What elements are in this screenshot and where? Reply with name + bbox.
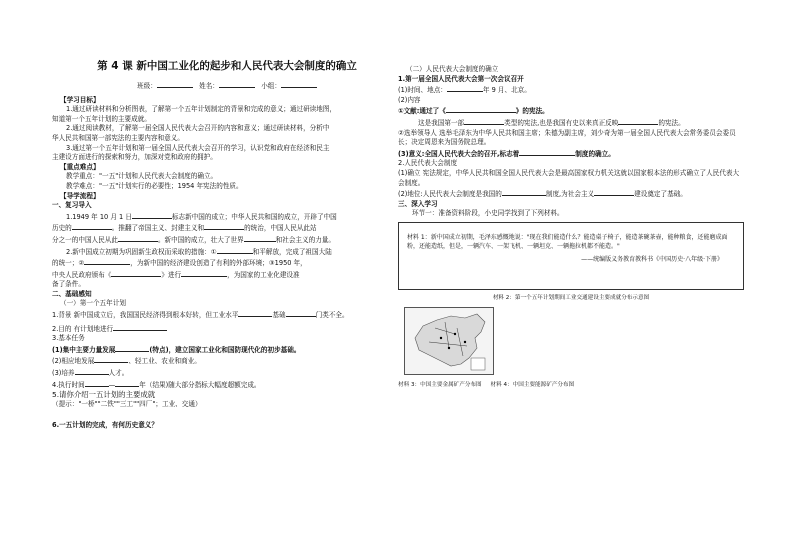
- blank[interactable]: [519, 148, 575, 156]
- basic-1: 1.背景 新中国成立后，我国国民经济得到根本好转，但工业水平 基础 门类不全。: [52, 311, 349, 320]
- objective-2b: 华人民共和国第一部宪法的主要内容和意义。: [52, 133, 184, 142]
- keypoints-header: 【重点难点】: [60, 162, 100, 171]
- system-1: (1)确立 宪法规定，中华人民共和国全国人民代表大会是最高国家权力机关这就以国家根本法的形式确立了人民代表大会制度。: [398, 168, 740, 187]
- blank[interactable]: [217, 246, 253, 254]
- blank[interactable]: [502, 188, 546, 196]
- material-1-text: 材料 1：新中国成立初期，毛泽东感慨地说："现在我们能造什么？能造桌子椅子，能造茶碗茶壶，能种粮食，还能磨成面粉，还能造纸，但是，一辆汽车、一架飞机、一辆坦克、一辆拖拉机都不能造。": [407, 233, 728, 250]
- name-label: 姓名：: [199, 82, 219, 90]
- material-captions: [398, 381, 744, 391]
- blank[interactable]: [115, 344, 149, 352]
- congress-2f: ②选举领导人 选举毛泽东为中华人民共和国主席；朱德为副主席，刘少奇为第一届全国人民代表大会常务委员会委员长；决定周恩来为国务院总理。: [398, 128, 736, 147]
- blank[interactable]: [132, 211, 172, 219]
- name-blank[interactable]: [219, 80, 255, 88]
- congress-1a: (1)时间、地点： 年 9 月、北京。: [398, 86, 531, 95]
- review-1-cont2: 分之一的中国人民从此 。新中国的成立，壮大了世界 和社会主义的力量。: [52, 235, 335, 244]
- basic-3c: (2)相应地发展 、轻工业、农业和商业。: [52, 357, 201, 366]
- section-review: 一、复习导入: [52, 201, 92, 210]
- material-1-box: [398, 222, 744, 290]
- class-label: 班级：: [137, 82, 157, 90]
- blank[interactable]: [204, 222, 244, 230]
- material-2-caption: 材料 2：第一个五年计划期间工业交通建设主要成就分布示意图: [492, 294, 650, 301]
- basic-5: 5.请你介绍一五计划的主要成就: [52, 390, 156, 400]
- subsection-congress: （二）人民代表大会制度的确立: [406, 65, 499, 73]
- worksheet-title: 第 4 课 新中国工业化的起步和人民代表大会制度的确立: [97, 60, 357, 72]
- keypoint-1: 教学重点："一五"计划和人民代表大会制度的确立。: [66, 172, 218, 181]
- section-basics: 二、基础感知: [52, 289, 92, 298]
- blank[interactable]: [244, 234, 276, 242]
- blank[interactable]: [84, 257, 130, 265]
- review-1-cont: 历史的 。推翻了帝国主义、封建主义和 的统治，中国人民从此站: [52, 224, 317, 233]
- review-2-cont3: 备了条件。: [52, 280, 85, 289]
- blank[interactable]: [72, 222, 112, 230]
- class-blank[interactable]: [157, 80, 193, 88]
- blank[interactable]: [118, 234, 158, 242]
- congress-2a: ①文献:通过了《 》的宪法。: [398, 107, 549, 116]
- congress-2c: 这是我国第一部 类型的宪法,也是我国有史以来真正反映 的宪法。: [418, 118, 685, 127]
- right-column: [398, 65, 744, 390]
- material-4-caption: 材料 4：中国主要能源矿产分布图: [490, 381, 575, 388]
- blank[interactable]: [594, 188, 634, 196]
- blank[interactable]: [446, 105, 516, 113]
- review-2: 2.新中国成立初期为巩固新生政权而采取的措施：① 和平解放，完成了祖国大陆: [66, 247, 332, 256]
- objectives-header: 【学习目标】: [60, 95, 100, 104]
- blank[interactable]: [238, 309, 272, 317]
- congress-3: (3)意义:全国人民代表大会的召开,标志着 制度的确立。: [398, 149, 615, 158]
- keypoint-2: 教学难点："一五"计划实行的必要性；1954 年宪法的性质。: [66, 181, 243, 190]
- blank[interactable]: [111, 269, 161, 277]
- deep-learning-intro: 环节一：准备资料阶段，小史同学找到了下列材料。: [412, 209, 564, 218]
- process-header: 【导学流程】: [60, 191, 100, 200]
- blank[interactable]: [447, 84, 483, 92]
- blank[interactable]: [181, 269, 227, 277]
- review-2-cont: 的统一；② ，为新中国的经济建设创造了有利的外部环境；③1950 年，: [52, 259, 307, 268]
- maps-area: [398, 307, 744, 379]
- student-info: [52, 80, 402, 92]
- blank[interactable]: [464, 117, 504, 125]
- congress-1: 1.第一届全国人民代表大会第一次会议召开: [398, 74, 524, 83]
- blank[interactable]: [113, 323, 167, 331]
- left-column: [52, 80, 402, 409]
- group-label: 小组：: [261, 82, 281, 90]
- basic-3e: (3)培养 人才。: [52, 369, 129, 378]
- objective-3b: 主建设方面进行的探索和努力，加深对党和政府的拥护。: [52, 153, 217, 162]
- congress-2: (2)内容: [398, 95, 421, 104]
- objective-1: 1.通过研读材料和分析图表，了解第一个五年计划制定的背景和完成的意义；通过研读地图，: [66, 105, 337, 114]
- material-1-source: ——统编版义务教育教科书《中国历史·八年级·下册》: [581, 255, 723, 263]
- system-header: 2.人民代表大会制度: [398, 159, 458, 168]
- blank[interactable]: [286, 309, 316, 317]
- system-2: (2)地位:人民代表大会制度是我国的 制度,为社会主义 建设奠定了基础。: [398, 190, 687, 199]
- basic-3a: (1)集中主要力量发展 (特点)，建立国家工业化和国防现代化的初步基础。: [52, 345, 301, 354]
- subsection-five-year-plan: （一）第一个五年计划: [60, 299, 126, 308]
- review-1: 1.1949 年 10 月 1 日 标志新中国的成立；中华人民共和国的成立，开辟了中国: [66, 212, 337, 221]
- group-blank[interactable]: [281, 80, 317, 88]
- review-2-cont2: 中央人民政府颁布《 》进行 ，为国家的工业化建设准: [52, 270, 300, 279]
- china-map-icon: [405, 308, 493, 374]
- objective-2: 2.通过阅读教材，了解第一届全国人民代表大会召开的内容和意义；通过研读材料，分析中: [66, 124, 330, 133]
- material-3-caption: 材料 3：中国主要金属矿产分布图: [398, 381, 482, 388]
- objective-1b: 知道第一个五年计划的主要成就。: [52, 114, 151, 123]
- blank[interactable]: [94, 355, 128, 363]
- basic-4: 4.执行时间 — 年（结果)随大部分指标大幅度超额完成。: [52, 380, 261, 389]
- basic-2: 2.目的 有计划地进行: [52, 323, 402, 335]
- section-deep-learning: 三、深入学习: [398, 199, 438, 208]
- blank[interactable]: [75, 367, 109, 375]
- question-6: 6.一五计划的完成，有何历史意义？: [52, 421, 158, 429]
- blank[interactable]: [618, 117, 658, 125]
- basic-5-hint: （提示："一桥""二铁""三工""四厂"；工业、交通）: [52, 399, 202, 408]
- basic-3: 3.基本任务: [52, 334, 85, 343]
- objective-3: 3.通过第一个五年计划和第一届全国人民代表大会召开的学习，认识党和政府在经济和民主: [66, 143, 330, 152]
- blank[interactable]: [115, 379, 139, 387]
- material-2-map-image: [404, 307, 494, 375]
- blank[interactable]: [85, 379, 109, 387]
